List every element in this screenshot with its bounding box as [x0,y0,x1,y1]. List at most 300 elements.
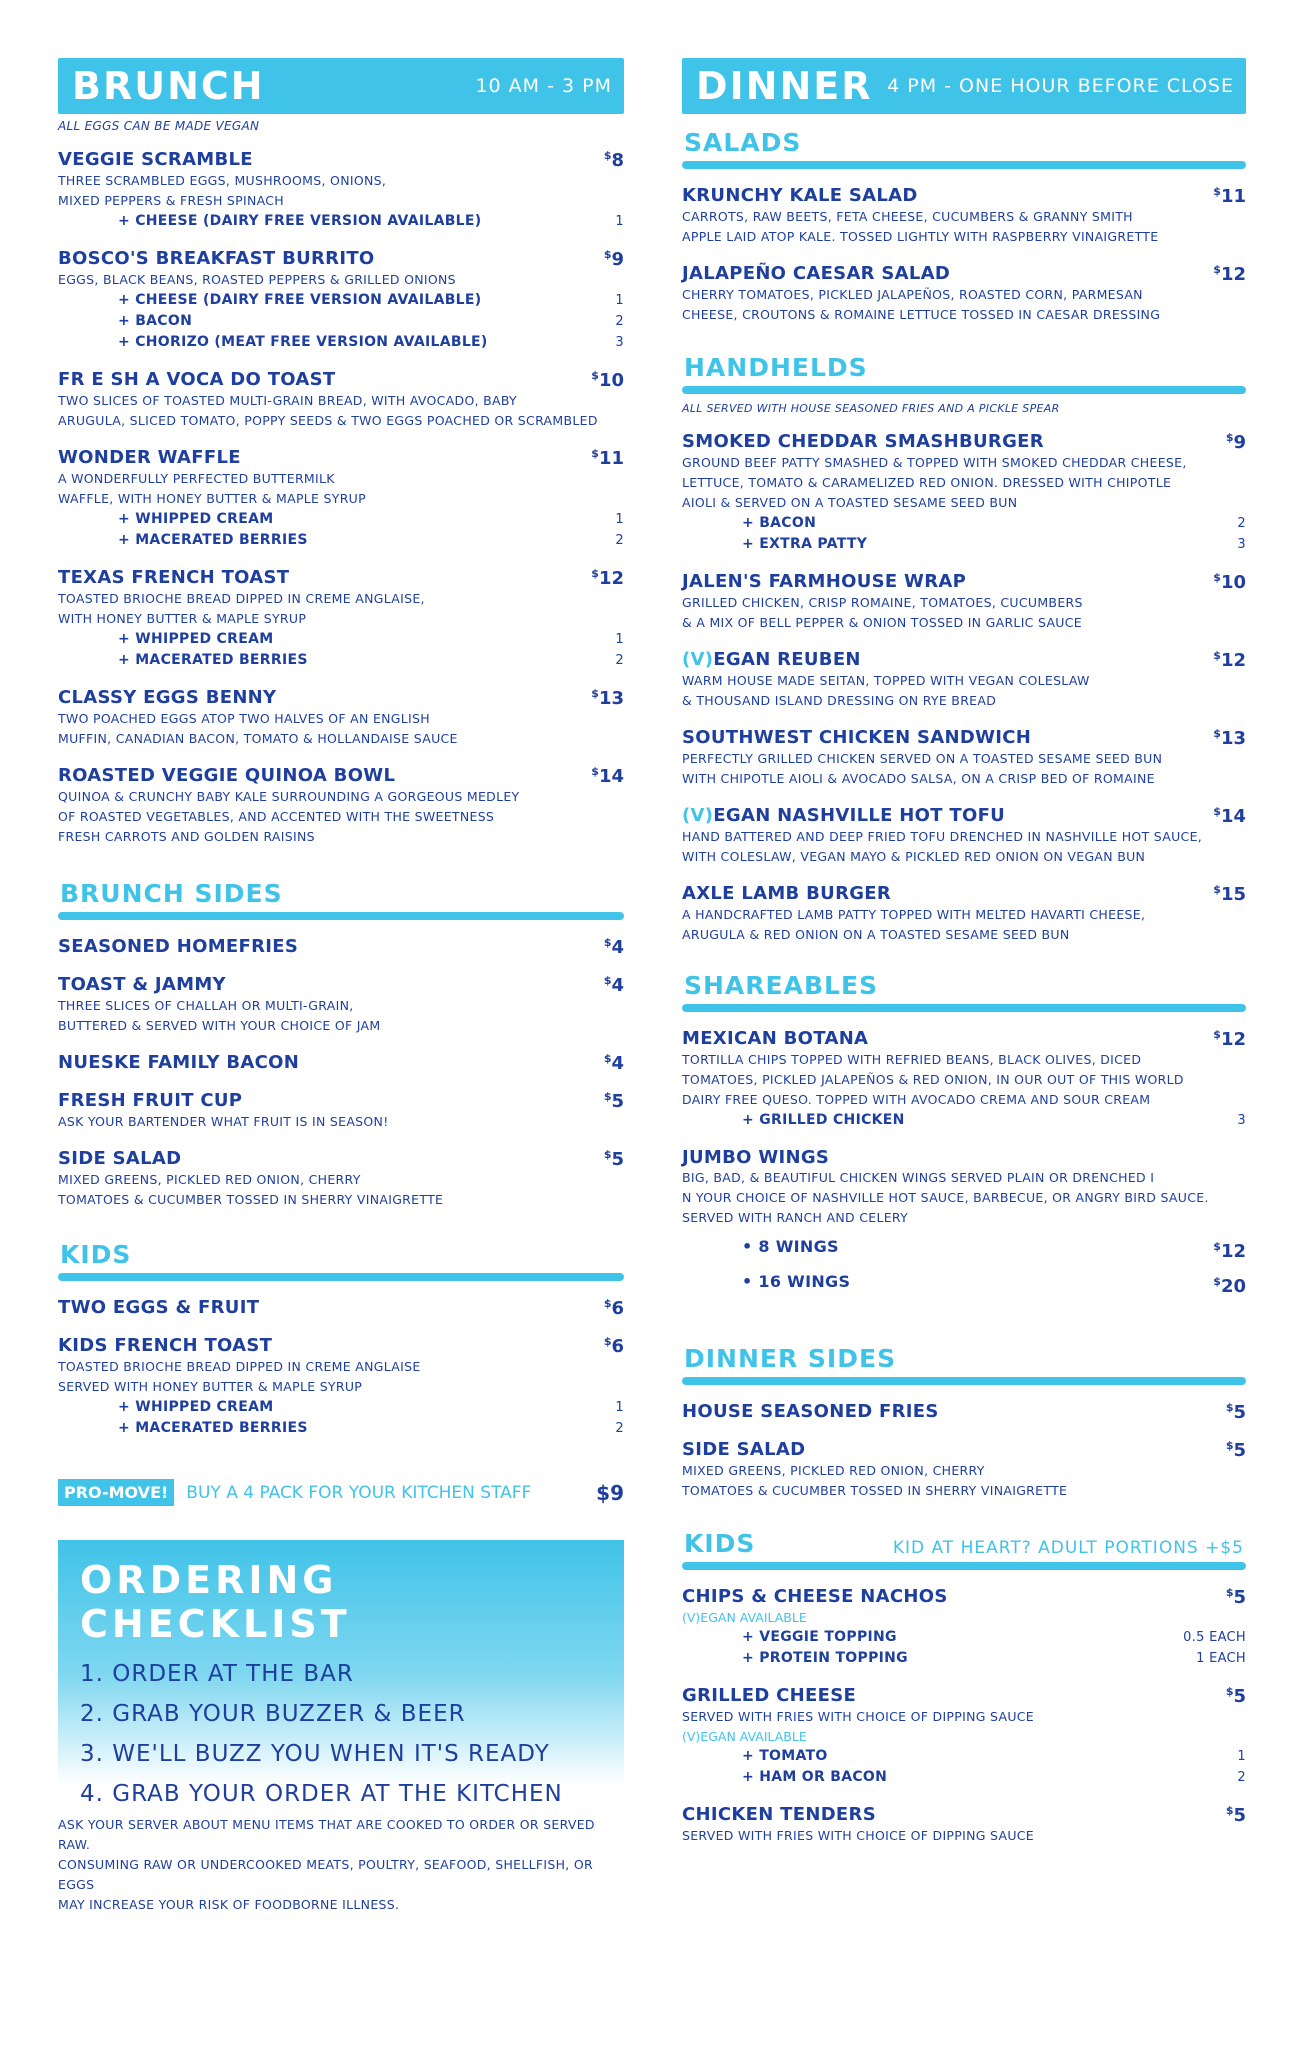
menu-item [58,567,624,671]
addon-row [58,530,624,551]
dinner-title: DINNER [696,64,873,108]
checklist-title: ORDERING CHECKLIST [80,1558,351,1646]
addon-price: 1 [615,293,624,308]
item-name-text: JUMBO WINGS [682,1147,830,1168]
item-description: A WONDERFULLY PERFECTED BUTTERMILK [58,471,335,486]
item-price: $14 [591,765,624,787]
item-description: THREE SLICES OF CHALLAH OR MULTI-GRAIN, [58,998,354,1013]
item-price: $12 [1213,263,1246,285]
shareables-title: SHAREABLES [684,971,879,1000]
price-value: 12 [598,568,624,589]
menu-item [58,447,624,551]
item-price: $11 [1213,185,1246,207]
item-description: ARUGULA & RED ONION ON A TOASTED SESAME SEED BUN [682,927,1070,942]
item-name-text: TWO EGGS & FRUIT [58,1297,260,1318]
item-name [682,571,966,592]
addon-row [58,509,624,530]
menu-item [682,1147,1246,1228]
menu-item [58,1148,624,1210]
item-description: HAND BATTERED AND DEEP FRIED TOFU DRENCHED IN NASHVILLE HOT SAUCE, [682,829,1203,844]
item-name-text: BOSCO'S BREAKFAST BURRITO [58,248,375,269]
price-value: 13 [598,688,624,709]
vegan-available: (V)EGAN AVAILABLE [682,1610,807,1625]
item-name-text: KIDS FRENCH TOAST [58,1335,273,1356]
addon-row [58,1418,624,1439]
section-rule [682,1004,1246,1012]
item-price: $14 [1213,805,1246,827]
addon-price: 1 [615,512,624,527]
menu-item [682,1401,1246,1423]
item-description: GROUND BEEF PATTY SMASHED & TOPPED WITH SMOKED CHEDDAR CHEESE, [682,455,1187,470]
price-value: 12 [1220,1029,1246,1050]
item-description: GRILLED CHICKEN, CRISP ROMAINE, TOMATOES, CUCUMBERS [682,595,1083,610]
shareables-header [682,971,1246,1012]
disclaimer-line: MAY INCREASE YOUR RISK OF FOODBORNE ILLNESS. [58,1897,400,1912]
item-description: MUFFIN, CANADIAN BACON, TOMATO & HOLLANDAISE SAUCE [58,731,458,746]
wings-option-label: • 16 WINGS [742,1272,851,1291]
menu-item [58,149,624,232]
item-description: EGGS, BLACK BEANS, ROASTED PEPPERS & GRILLED ONIONS [58,272,456,287]
price-value: 12 [1220,264,1246,285]
wings-option-label: • 8 WINGS [742,1237,839,1256]
item-header [58,567,624,589]
item-price: $12 [1213,649,1246,671]
item-price: $5 [1225,1685,1246,1707]
item-header [682,1401,1246,1423]
item-name [682,1685,856,1706]
addon-row [682,1648,1246,1669]
item-name-text: CLASSY EGGS BENNY [58,687,277,708]
item-description: TWO SLICES OF TOASTED MULTI-GRAIN BREAD, WITH AVOCADO, BABY [58,393,517,408]
salads-title: SALADS [684,128,802,157]
item-price: $5 [1225,1439,1246,1461]
addon-label: + WHIPPED CREAM [118,1399,274,1415]
addon-price: 3 [1237,537,1246,552]
promo-price: $9 [596,1480,624,1505]
addon-row [682,1110,1246,1131]
item-name-text: TOAST & JAMMY [58,974,226,995]
item-name-text: MEXICAN BOTANA [682,1028,869,1049]
item-price: $13 [1213,727,1246,749]
item-header [682,1586,1246,1608]
addon-label: + WHIPPED CREAM [118,631,274,647]
addon-label: + VEGGIE TOPPING [742,1629,897,1645]
item-name [682,1401,939,1422]
disclaimer-line: ASK YOUR SERVER ABOUT MENU ITEMS THAT ARE COOKED TO ORDER OR SERVED RAW. [58,1817,595,1852]
item-name [58,149,253,170]
addon-label: + EXTRA PATTY [742,536,868,552]
addon-label: + MACERATED BERRIES [118,1420,308,1436]
promo-text: BUY A 4 PACK FOR YOUR KITCHEN STAFF [186,1482,532,1503]
item-name [58,936,298,957]
handhelds-header [682,353,1246,394]
handhelds-items [682,431,1246,945]
item-price: $5 [603,1090,624,1112]
addon-row [682,1767,1246,1788]
item-description: CHEESE, CROUTONS & ROMAINE LETTUCE TOSSED IN CAESAR DRESSING [682,307,1161,322]
item-name [58,687,276,708]
addon-price: 2 [1237,1770,1246,1785]
item-name-text: SIDE SALAD [682,1439,806,1460]
item-description: BUTTERED & SERVED WITH YOUR CHOICE OF JAM [58,1018,381,1033]
item-header [58,974,624,996]
wings-option [742,1232,1246,1267]
menu-item [682,1804,1246,1846]
kids-brunch-items [58,1297,624,1439]
item-description: TWO POACHED EGGS ATOP TWO HALVES OF AN ENGLISH [58,711,430,726]
addon-row [682,1627,1246,1648]
menu-item [58,1090,624,1132]
item-name [682,727,1031,748]
item-name [58,567,289,588]
addon-price: 2 [615,314,624,329]
item-description: WAFFLE, WITH HONEY BUTTER & MAPLE SYRUP [58,491,366,506]
menu-item [682,727,1246,789]
handhelds-note: ALL SERVED WITH HOUSE SEASONED FRIES AND A PICKLE SPEAR [682,402,1060,415]
item-header [682,1028,1246,1050]
vegan-prefix: (V) [682,805,714,826]
brunch-items [58,149,624,847]
menu-item [58,248,624,353]
menu-item [682,1028,1246,1131]
checklist-step: 2. GRAB YOUR BUZZER & BEER [80,1701,466,1727]
addon-price: 3 [1237,1113,1246,1128]
menu-item [682,263,1246,325]
item-description: MIXED GREENS, PICKLED RED ONION, CHERRY [682,1463,985,1478]
dinner-banner [682,58,1246,114]
item-price: $5 [1225,1586,1246,1608]
addon-price: 1 EACH [1196,1651,1246,1666]
item-name [682,1804,876,1825]
item-price: $10 [1213,571,1246,593]
item-price: $10 [591,369,624,391]
dinner-hours: 4 PM - ONE HOUR BEFORE CLOSE [887,75,1234,97]
item-header [682,649,1246,671]
item-name [682,1028,868,1049]
item-description: SERVED WITH HONEY BUTTER & MAPLE SYRUP [58,1379,363,1394]
price-value: 5 [1233,1587,1246,1608]
dinner-column [682,58,1246,1846]
item-name [682,431,1044,452]
shareables-items [682,1028,1246,1228]
addon-row [682,1746,1246,1767]
menu-item [682,431,1246,555]
item-header [682,1439,1246,1461]
vegan-prefix: (V) [682,649,714,670]
salads-header [682,128,1246,169]
item-description: BIG, BAD, & BEAUTIFUL CHICKEN WINGS SERVED PLAIN OR DRENCHED I [682,1170,1155,1185]
menu-item [58,1297,624,1319]
item-header [58,149,624,171]
price-value: 15 [1220,884,1246,905]
item-description: AIOLI & SERVED ON A TOASTED SESAME SEED BUN [682,495,1018,510]
item-name [58,1090,242,1111]
item-name [58,248,375,269]
item-description: TORTILLA CHIPS TOPPED WITH REFRIED BEANS, BLACK OLIVES, DICED [682,1052,1142,1067]
section-rule [682,1377,1246,1385]
item-description: MIXED GREENS, PICKLED RED ONION, CHERRY [58,1172,361,1187]
addon-row [58,290,624,311]
item-price: $9 [603,248,624,270]
item-description: ARUGULA, SLICED TOMATO, POPPY SEEDS & TWO EGGS POACHED OR SCRAMBLED [58,413,598,428]
item-name [682,1439,805,1460]
checklist-step: 1. ORDER AT THE BAR [80,1661,354,1687]
item-description: PERFECTLY GRILLED CHICKEN SERVED ON A TOASTED SESAME SEED BUN [682,751,1163,766]
addon-label: + CHORIZO (MEAT FREE VERSION AVAILABLE) [118,334,488,350]
item-description: FRESH CARROTS AND GOLDEN RAISINS [58,829,315,844]
section-rule [682,386,1246,394]
addon-label: + TOMATO [742,1748,828,1764]
item-name [58,1335,272,1356]
item-header [58,447,624,469]
item-header [58,936,624,958]
price-value: 12 [1220,650,1246,671]
wings-option [742,1267,1246,1302]
item-price: $12 [1213,1028,1246,1050]
brunch-banner [58,58,624,114]
section-rule [58,1273,624,1281]
item-description: WITH COLESLAW, VEGAN MAYO & PICKLED RED ONION ON VEGAN BUN [682,849,1146,864]
item-description: TOMATOES & CUCUMBER TOSSED IN SHERRY VINAIGRETTE [682,1483,1068,1498]
item-header [682,263,1246,285]
item-header [58,765,624,787]
price-value: 11 [598,448,624,469]
item-description: TOASTED BRIOCHE BREAD DIPPED IN CREME ANGLAISE [58,1359,421,1374]
item-price: $5 [603,1148,624,1170]
wings-options [682,1232,1246,1302]
price-value: 4 [611,1053,624,1074]
menu-item [682,649,1246,711]
price-value: 20 [1220,1276,1246,1297]
addon-row [58,332,624,353]
item-header [682,1804,1246,1826]
item-price: $13 [591,687,624,709]
item-name [682,263,950,284]
addon-price: 3 [615,335,624,350]
item-name-text: KRUNCHY KALE SALAD [682,185,918,206]
price-value: 13 [1220,728,1246,749]
menu-item [682,1439,1246,1501]
item-header [58,1297,624,1319]
addon-label: + MACERATED BERRIES [118,532,308,548]
addon-price: 1 [615,214,624,229]
item-name-text: FRESH FRUIT CUP [58,1090,243,1111]
item-name-text: CHIPS & CHEESE NACHOS [682,1586,948,1607]
item-description: WITH HONEY BUTTER & MAPLE SYRUP [58,611,307,626]
brunch-column [58,58,624,1915]
item-description: SERVED WITH FRIES WITH CHOICE OF DIPPING SAUCE [682,1828,1034,1843]
checklist-step: 4. GRAB YOUR ORDER AT THE KITCHEN [80,1781,563,1807]
item-description: N YOUR CHOICE OF NASHVILLE HOT SAUCE, BARBECUE, OR ANGRY BIRD SAUCE. [682,1190,1209,1205]
price-value: 12 [1220,1241,1246,1262]
item-price: $8 [603,149,624,171]
item-header [58,1335,624,1357]
price-value: 9 [611,249,624,270]
menu-item [682,1586,1246,1669]
item-name-text: SIDE SALAD [58,1148,182,1169]
item-name-text: ROASTED VEGGIE QUINOA BOWL [58,765,396,786]
item-header [682,431,1246,453]
item-header [682,805,1246,827]
price-value: 5 [611,1091,624,1112]
item-description: SERVED WITH RANCH AND CELERY [682,1210,909,1225]
item-name-text: VEGGIE SCRAMBLE [58,149,253,170]
price-value: 6 [611,1336,624,1357]
item-name-text: SOUTHWEST CHICKEN SANDWICH [682,727,1032,748]
dinner-sides-items [682,1401,1246,1501]
disclaimer [58,1815,624,1915]
item-description: & A MIX OF BELL PEPPER & ONION TOSSED IN GARLIC SAUCE [682,615,1082,630]
item-header [682,883,1246,905]
wings-option-price: $12 [1213,1240,1246,1262]
item-name [682,805,1005,826]
wings-option-price: $20 [1213,1275,1246,1297]
menu-item [682,1685,1246,1788]
brunch-sides-title: BRUNCH SIDES [60,879,283,908]
menu-item [58,369,624,431]
price-value: 10 [598,370,624,391]
addon-price: 2 [615,1421,624,1436]
item-price: $11 [591,447,624,469]
item-price: $4 [603,936,624,958]
menu-item [682,185,1246,247]
kids-brunch-header [58,1240,624,1281]
item-name-text: TEXAS FRENCH TOAST [58,567,290,588]
item-description: APPLE LAID ATOP KALE. TOSSED LIGHTLY WITH RASPBERRY VINAIGRETTE [682,229,1159,244]
vegan-available: (V)EGAN AVAILABLE [682,1729,807,1744]
item-name-text: JALAPEÑO CAESAR SALAD [682,263,951,284]
price-value: 6 [611,1298,624,1319]
item-description: OF ROASTED VEGETABLES, AND ACCENTED WITH THE SWEETNESS [58,809,495,824]
price-value: 5 [1233,1402,1246,1423]
item-name-text: SEASONED HOMEFRIES [58,936,299,957]
item-header [682,571,1246,593]
addon-price: 1 [615,632,624,647]
item-price: $4 [603,1052,624,1074]
ordering-checklist [58,1540,624,1807]
checklist-step: 3. WE'LL BUZZ YOU WHEN IT'S READY [80,1741,550,1767]
menu-item [682,805,1246,867]
item-name [58,765,395,786]
item-price: $5 [1225,1804,1246,1826]
menu-item [58,936,624,958]
price-value: 4 [611,937,624,958]
handhelds-title: HANDHELDS [684,353,868,382]
kids-dinner-title: KIDS [684,1529,756,1558]
addon-price: 2 [1237,516,1246,531]
item-name [58,447,241,468]
item-header [58,1052,624,1074]
item-name-text: EGAN NASHVILLE HOT TOFU [713,805,1006,826]
menu-item [58,974,624,1036]
menu-item [58,765,624,847]
price-value: 5 [1233,1805,1246,1826]
item-description: LETTUCE, TOMATO & CARAMELIZED RED ONION. DRESSED WITH CHIPOTLE [682,475,1172,490]
addon-row [682,534,1246,555]
menu-item [58,1335,624,1439]
item-header [682,727,1246,749]
dinner-sides-title: DINNER SIDES [684,1344,897,1373]
item-header [58,687,624,709]
addon-label: + PROTEIN TOPPING [742,1650,908,1666]
item-price: $4 [603,974,624,996]
addon-row [58,650,624,671]
item-name-text: NUESKE FAMILY BACON [58,1052,300,1073]
section-rule [682,1562,1246,1570]
price-value: 8 [611,150,624,171]
addon-label: + WHIPPED CREAM [118,511,274,527]
item-name-text: FR E SH A VOCA DO TOAST [58,369,336,390]
item-description: TOASTED BRIOCHE BREAD DIPPED IN CREME ANGLAISE, [58,591,425,606]
addon-label: + CHEESE (DAIRY FREE VERSION AVAILABLE) [118,292,482,308]
item-name [58,1148,181,1169]
price-value: 14 [1220,806,1246,827]
item-header [682,185,1246,207]
brunch-sides-header [58,879,624,920]
promo-badge: PRO-MOVE! [58,1479,174,1506]
item-description: A HANDCRAFTED LAMB PATTY TOPPED WITH MELTED HAVARTI CHEESE, [682,907,1146,922]
addon-label: + MACERATED BERRIES [118,652,308,668]
addon-label: + BACON [742,515,817,531]
addon-price: 1 [1237,1749,1246,1764]
addon-label: + CHEESE (DAIRY FREE VERSION AVAILABLE) [118,213,482,229]
price-value: 4 [611,975,624,996]
kids-brunch-title: KIDS [60,1240,132,1269]
addon-price: 1 [615,1400,624,1415]
menu-item [682,883,1246,945]
item-name-text: JALEN'S FARMHOUSE WRAP [682,571,967,592]
item-header [682,1685,1246,1707]
item-price: $6 [603,1297,624,1319]
addon-row [682,513,1246,534]
item-description: MIXED PEPPERS & FRESH SPINACH [58,193,285,208]
brunch-hours: 10 AM - 3 PM [475,75,612,97]
item-name [58,369,335,390]
item-description: TOMATOES & CUCUMBER TOSSED IN SHERRY VINAIGRETTE [58,1192,444,1207]
price-value: 14 [598,766,624,787]
promo-row [58,1479,624,1506]
item-name-text: WONDER WAFFLE [58,447,241,468]
item-description: SERVED WITH FRIES WITH CHOICE OF DIPPING SAUCE [682,1709,1034,1724]
item-header [58,1090,624,1112]
item-price: $6 [603,1335,624,1357]
item-name-text: HOUSE SEASONED FRIES [682,1401,939,1422]
addon-row [58,211,624,232]
kids-dinner-items [682,1586,1246,1846]
dinner-sides-header [682,1344,1246,1385]
item-name-text: EGAN REUBEN [713,649,861,670]
brunch-sides-items [58,936,624,1210]
item-name [58,1297,259,1318]
item-name-text: SMOKED CHEDDAR SMASHBURGER [682,431,1044,452]
item-header [58,248,624,270]
addon-row [58,1397,624,1418]
item-header [58,369,624,391]
addon-price: 2 [615,653,624,668]
item-name [58,1052,299,1073]
item-description: CARROTS, RAW BEETS, FETA CHEESE, CUCUMBERS & GRANNY SMITH [682,209,1133,224]
price-value: 9 [1233,432,1246,453]
item-name [682,883,891,904]
item-price: $12 [591,567,624,589]
item-name-text: CHICKEN TENDERS [682,1804,876,1825]
item-header [682,1147,1246,1168]
salads-items [682,185,1246,325]
section-rule [682,161,1246,169]
menu-item [58,1052,624,1074]
price-value: 10 [1220,572,1246,593]
item-description: ASK YOUR BARTENDER WHAT FRUIT IS IN SEASON! [58,1114,389,1129]
